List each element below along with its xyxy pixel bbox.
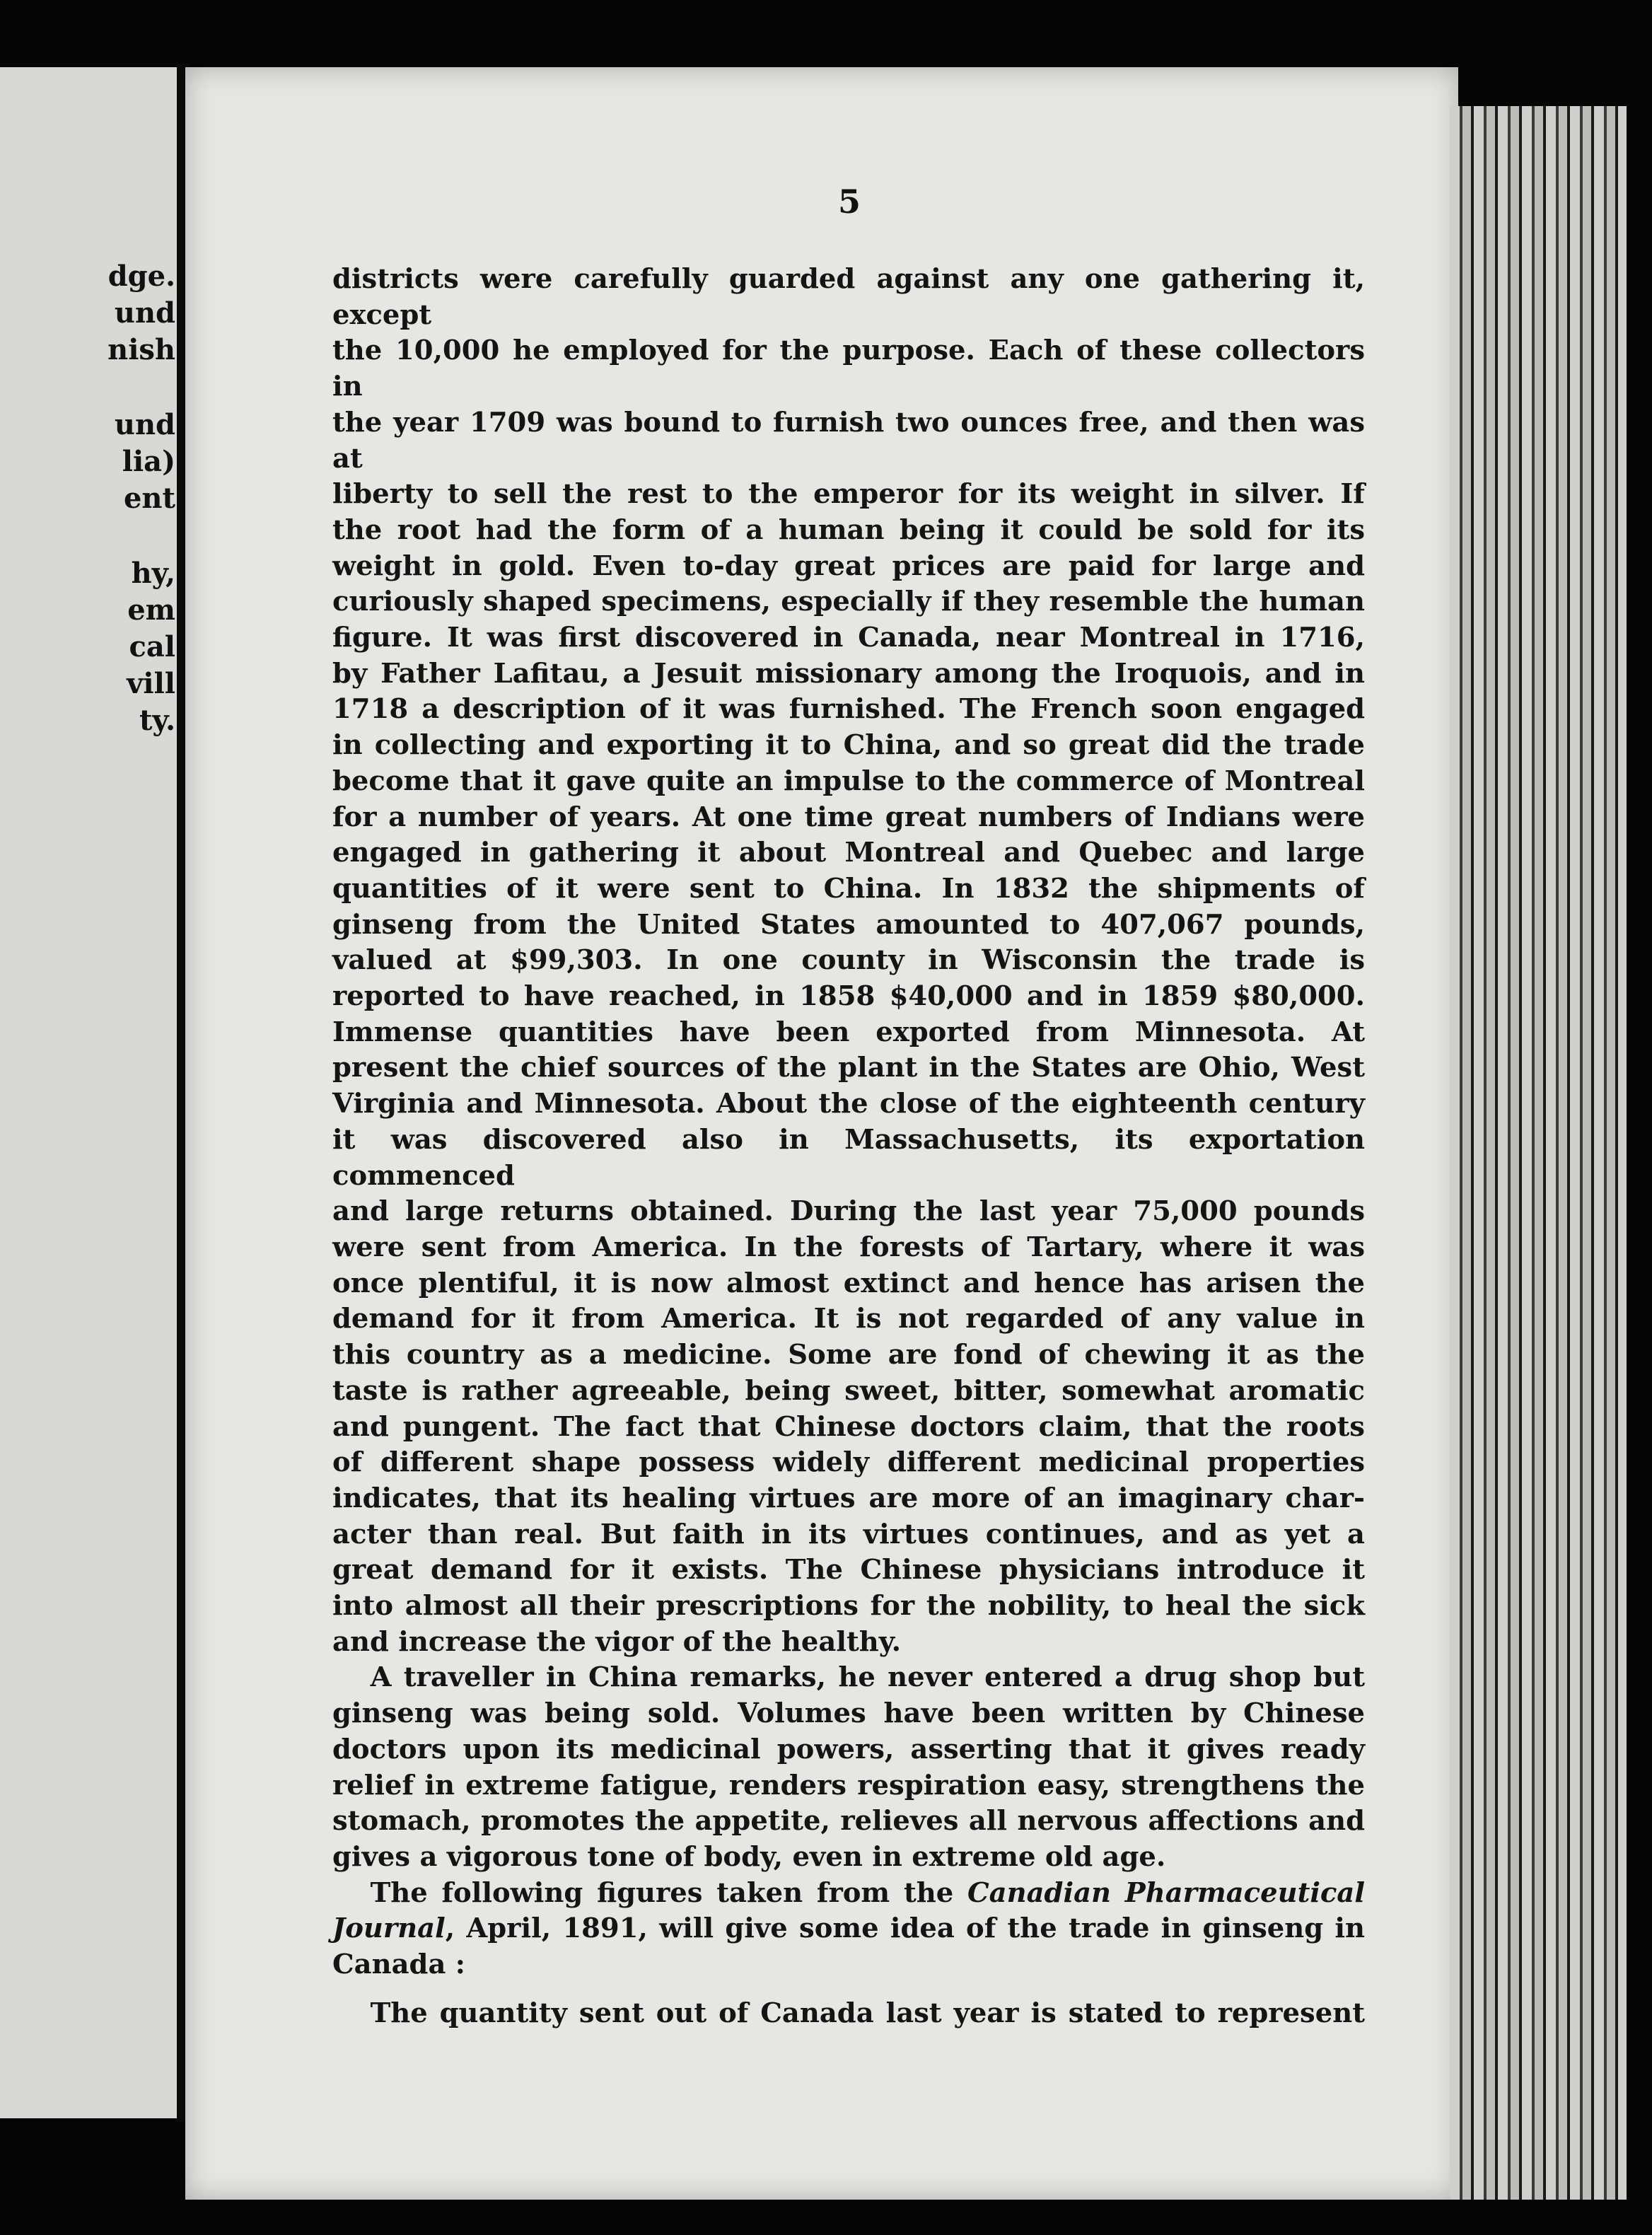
left-fragment-line: ty. (139, 704, 175, 737)
left-fragment-line: dge. (107, 260, 175, 293)
text-line: into almost all their prescriptions for the nobility, to heal the sick (332, 1590, 1365, 1622)
body-text (332, 262, 1365, 2031)
text-line: demand for it from America. It is not regarded of any value in (332, 1303, 1365, 1335)
page-number: 5 (838, 182, 861, 221)
text-line: taste is rather agreeable, being sweet, bitter, somewhat aromatic (332, 1374, 1365, 1407)
left-fragment-line: und (114, 408, 175, 441)
text-line: stomach, promotes the appetite, relieves all nervous affections and (332, 1805, 1365, 1838)
text-line: weight in gold. Even to-day great prices are paid for large and (332, 550, 1365, 582)
left-fragment-line: em (127, 593, 175, 627)
text-line: present the chief sources of the plant in the States are Ohio, West (332, 1052, 1365, 1084)
left-fragment-line: vill (127, 667, 175, 700)
text-line: districts were carefully guarded against any one gathering it, except (332, 263, 1365, 331)
text-line: and pungent. The fact that Chinese doctors claim, that the roots (332, 1410, 1365, 1443)
left-fragment-line: und (114, 296, 175, 330)
text-line: it was discovered also in Massachusetts, its exportation commenced (332, 1123, 1365, 1192)
text-line: gives a vigorous tone of body, even in extreme old age. (332, 1840, 1166, 1873)
left-fragment-gap (107, 517, 175, 555)
text-span: The following figures taken from the (370, 1876, 954, 1909)
text-line: A traveller in China remarks, he never entered a drug shop but (370, 1661, 1365, 1694)
text-line: of different shape possess widely different medicinal properties (332, 1446, 1365, 1479)
text-line: by Father Lafitau, a Jesuit missionary among the Iroquois, and in (332, 657, 1365, 690)
text-line: and large returns obtained. During the last year 75,000 pounds (332, 1195, 1365, 1228)
left-fragment-line: nish (107, 333, 175, 366)
text-line: The quantity sent out of Canada last year is stated to represent (370, 1997, 1365, 2029)
left-page-fragment (0, 67, 182, 2118)
text-line: for a number of years. At one time great numbers of Indians were (332, 801, 1365, 833)
left-fragment-line: cal (129, 630, 175, 663)
text-line: the year 1709 was bound to furnish two ounces free, and then was at (332, 406, 1365, 475)
left-fragment-line: ent (123, 482, 175, 515)
text-line: once plentiful, it is now almost extinct and hence has arisen the (332, 1267, 1365, 1299)
journal-title: Journal (332, 1912, 446, 1945)
text-line: relief in extreme fatigue, renders respiration easy, strengthens the (332, 1769, 1365, 1801)
text-line (332, 1876, 1365, 1912)
text-line: Immense quantities have been exported from Minnesota. At (332, 1016, 1365, 1048)
left-fragment-line: lia) (122, 445, 175, 478)
text-line: acter than real. But faith in its virtues continues, and as yet a (332, 1518, 1365, 1550)
text-line: Virginia and Minnesota. About the close of the eighteenth century (332, 1088, 1365, 1120)
text-line: quantities of it were sent to China. In 1832 the shipments of (332, 872, 1365, 905)
text-line: and increase the vigor of the healthy. (332, 1625, 902, 1658)
left-fragment-gap (107, 368, 175, 407)
text-line: the root had the form of a human being it could be sold for its (332, 513, 1365, 546)
text-line: this country as a medicine. Some are fond of chewing it as the (332, 1339, 1365, 1371)
text-line: ginseng was being sold. Volumes have been written by Chinese (332, 1697, 1365, 1730)
text-line: figure. It was first discovered in Canada, near Montreal in 1716, (332, 622, 1365, 654)
left-page-text (107, 258, 175, 739)
text-line: curiously shaped specimens, especially if they resemble the human (332, 586, 1365, 618)
text-line: 1718 a description of it was furnished. The French soon engaged (332, 693, 1365, 726)
text-line: valued at $99,303. In one county in Wisconsin the trade is (332, 944, 1365, 977)
text-line: were sent from America. In the forests of Tartary, where it was (332, 1231, 1365, 1263)
text-line: engaged in gathering it about Montreal and Quebec and large (332, 837, 1365, 869)
text-line: the 10,000 he employed for the purpose. Each of these collectors in (332, 335, 1365, 403)
text-line: in collecting and exporting it to China, and so great did the trade (332, 729, 1365, 762)
page-edges (1450, 106, 1627, 2200)
text-line: ginseng from the United States amounted to 407,067 pounds, (332, 908, 1365, 941)
text-line (332, 1911, 1365, 1947)
text-line: doctors upon its medicinal powers, asserting that it gives ready (332, 1733, 1365, 1765)
text-line: liberty to sell the rest to the emperor for its weight in silver. If (332, 478, 1365, 511)
text-line: become that it gave quite an impulse to the commerce of Montreal (332, 765, 1365, 797)
text-line: Canada : (332, 1949, 466, 1981)
journal-title: Canadian Pharmaceutical (967, 1876, 1365, 1909)
text-line: great demand for it exists. The Chinese physicians introduce it (332, 1554, 1365, 1586)
text-line: indicates, that its healing virtues are more of an imaginary char- (332, 1482, 1365, 1514)
left-fragment-line: hy, (131, 557, 175, 590)
text-line: reported to have reached, in 1858 $40,000 and in 1859 $80,000. (332, 980, 1365, 1013)
text-span: , April, 1891, will give some idea of the trade in ginseng in (445, 1912, 1365, 1945)
